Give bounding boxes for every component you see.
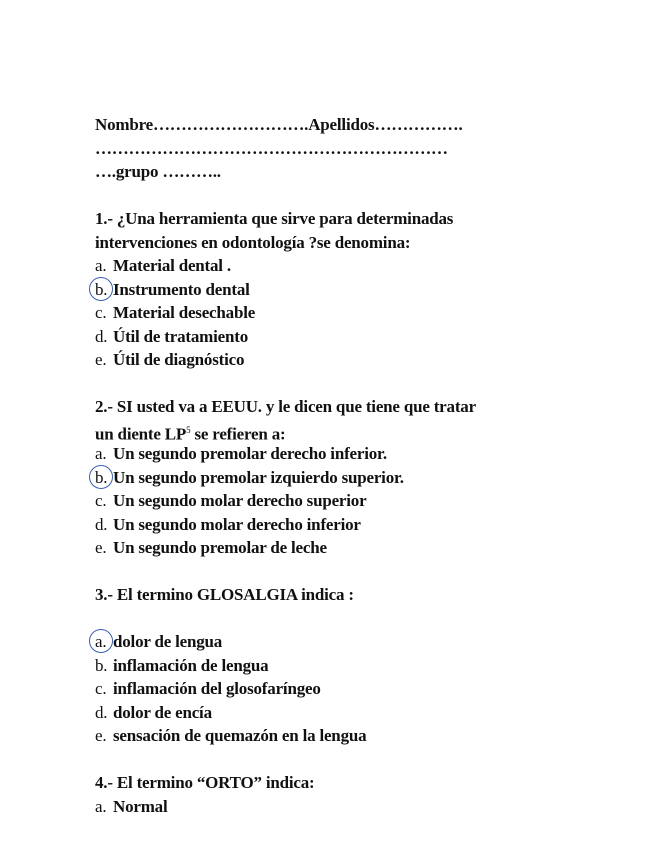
answer-circle-mark	[89, 629, 113, 653]
q2-option-e	[95, 536, 575, 560]
option-letter: d.	[95, 514, 108, 534]
option-letter: b.	[95, 279, 108, 299]
q2-text-b: se refieren a:	[190, 424, 286, 444]
option-letter: b.	[95, 655, 108, 675]
q3-option-a	[95, 630, 575, 654]
option-letter: c.	[95, 679, 107, 698]
option-text: Un segundo molar derecho superior	[113, 491, 367, 510]
option-letter: a.	[95, 256, 107, 275]
q3-option-b	[95, 654, 575, 678]
option-text: inflamación de lengua	[113, 655, 269, 675]
option-text: Un segundo premolar de leche	[113, 538, 327, 557]
option-letter: a.	[95, 632, 107, 651]
q2-option-a	[95, 442, 575, 466]
option-text: dolor de encía	[113, 702, 212, 722]
option-letter: b.	[95, 467, 108, 487]
option-text: Normal	[113, 796, 168, 816]
question-1-line-2: intervenciones en odontología ?se denomina:	[95, 232, 411, 252]
option-text: Útil de diagnóstico	[113, 350, 245, 369]
question-3-line-1: 3.- El termino GLOSALGIA indica :	[95, 585, 354, 604]
option-letter: e.	[95, 350, 107, 369]
header-name-line: Nombre……………………….Apellidos…………….	[95, 115, 463, 134]
q1-option-d	[95, 325, 575, 349]
q2-superscript: 5	[186, 424, 191, 435]
option-letter: e.	[95, 538, 107, 557]
q1-option-e	[95, 348, 575, 372]
q1-option-b	[95, 278, 575, 302]
option-letter: d.	[95, 326, 108, 346]
header-group-line: ….grupo ………..	[95, 162, 221, 181]
answer-circle-mark	[89, 465, 113, 489]
question-1-line-1: 1.- ¿Una herramienta que sirve para determinadas	[95, 209, 454, 228]
q3-option-e	[95, 724, 575, 748]
q2-option-b	[95, 466, 575, 490]
q4-option-a	[95, 795, 575, 819]
option-text: Un segundo premolar izquierdo superior.	[113, 467, 404, 487]
q2-option-c	[95, 489, 575, 513]
option-text: dolor de lengua	[113, 632, 223, 651]
option-letter: c.	[95, 303, 107, 322]
option-text: Un segundo premolar derecho inferior.	[113, 444, 387, 463]
question-4-line-1: 4.- El termino “ORTO” indica:	[95, 773, 315, 792]
q2-text-a: un diente LP	[95, 424, 187, 444]
header-dots-line: ………………………………………………………	[95, 138, 448, 158]
option-text: Útil de tratamiento	[113, 326, 248, 346]
q1-option-c	[95, 301, 575, 325]
question-2-line-1: 2.- SI usted va a EEUU. y le dicen que tiene que tratar	[95, 397, 476, 416]
q1-option-a	[95, 254, 575, 278]
option-letter: a.	[95, 444, 107, 463]
q2-option-d	[95, 513, 575, 537]
option-letter: c.	[95, 491, 107, 510]
q3-option-c	[95, 677, 575, 701]
option-text: inflamación del glosofaríngeo	[113, 679, 321, 698]
q3-option-d	[95, 701, 575, 725]
option-letter: e.	[95, 726, 107, 745]
exam-page	[95, 113, 575, 818]
option-letter: a.	[95, 796, 107, 816]
option-letter: d.	[95, 702, 108, 722]
option-text: sensación de quemazón en la lengua	[113, 726, 367, 745]
answer-circle-mark	[89, 277, 113, 301]
option-text: Instrumento dental	[113, 279, 250, 299]
option-text: Material desechable	[113, 303, 256, 322]
question-2-line-2	[95, 419, 575, 443]
option-text: Material dental .	[113, 256, 231, 275]
option-text: Un segundo molar derecho inferior	[113, 514, 361, 534]
